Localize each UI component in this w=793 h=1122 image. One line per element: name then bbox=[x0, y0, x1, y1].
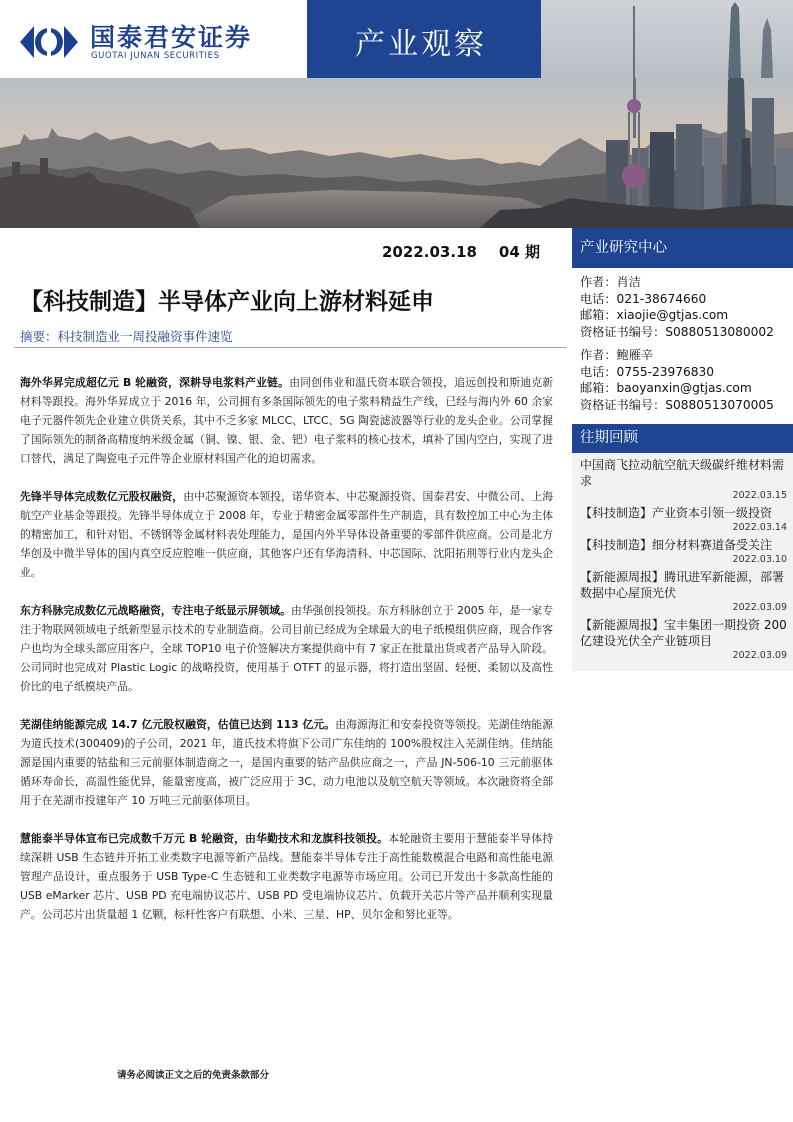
author-list bbox=[572, 268, 793, 424]
paragraph-text: 由海源海汇和安泰投资等领投。芜湖佳纳能源为道氏技术(300409)的子公司，2021 年，道氏技术将旗下公司广东佳纳的 100%股权注入芜湖佳纳。佳纳能源是国内重要的钴盐和三元前驱体制造商之一，是国内重要的钴产品供应商之一，产品 JN-506-10 三元前驱体循环寿命长，高温性能优异，能量密度高，被广泛应用于 3C、动力电池以及航空航天等领域。本次融资将全部用于在芜湖市投建年产 10 万吨三元前驱体项目。 bbox=[20, 718, 554, 807]
history-item[interactable] bbox=[580, 617, 787, 662]
paragraph bbox=[20, 715, 553, 810]
abstract: 摘要：科技制造业一周投融资事件速览 bbox=[20, 329, 233, 344]
history-item[interactable] bbox=[580, 569, 787, 614]
sidebar bbox=[572, 228, 793, 734]
history-item-date: 2022.03.09 bbox=[732, 602, 787, 613]
author-block bbox=[580, 347, 785, 413]
logo-chinese-text: 国泰君安证券 bbox=[90, 23, 253, 52]
history-list bbox=[572, 453, 793, 671]
disclaimer: 请务必阅读正文之后的免责条款部分 bbox=[117, 1070, 270, 1081]
history-item-title[interactable]: 【新能源周报】腾讯进军新能源，部署数据中心屋顶光伏 bbox=[580, 570, 785, 600]
paragraph bbox=[20, 829, 553, 924]
page-title: 【科技制造】半导体产业向上游材料延申 bbox=[20, 289, 434, 315]
paragraph-text: 由中芯聚源资本领投，诺华资本、中芯聚源投资、国泰君安、中微公司、上海航空产业基金等跟投。先锋半导体成立于 2008 年，专业于精密金属零部件生产制造，具有数控加工中心为主体的精密加工，和针对铝、不锈钢等金属材料表处理能力，是国内外半导体设备重要的零部件供应商。公司是北方华创及中微半导体的国内真空反应腔唯一供应商，其他客户还有华海清科、中芯国际、沈阳拓荆等行业内龙头企业。 bbox=[20, 490, 553, 579]
author-name: 作者：肖洁 bbox=[580, 275, 641, 289]
research-center-header: 产业研究中心 bbox=[572, 228, 793, 268]
header-badge bbox=[307, 0, 541, 78]
history-item-date: 2022.03.14 bbox=[732, 522, 787, 533]
issue-line bbox=[382, 241, 562, 262]
logo-english-text: GUOTAI JUNAN SECURITIES bbox=[91, 51, 220, 61]
paragraph-lead: 海外华昇完成超亿元 B 轮融资，深耕导电浆料产业链。 bbox=[20, 376, 290, 389]
paragraph-text: 本轮融资主要用于慧能泰半导体持续深耕 USB 生态链并开拓工业类数字电源等新产品线。慧能泰半导体专注于高性能数模混合电路和高性能电源管理产品设计，重点服务于 USB Type-C 生态链和工业类数字电源等市场应用。公司已开发出十多款高性能的 USB eMarker 芯片、USB PD 充电端协议芯片、USB PD 受电端协议芯片、负载开关芯片等产品并顺利实现量产。公司芯片出货量超 1 亿颗，标杆性客户有联想、小米、三星、HP、贝尔金和努比亚等。 bbox=[20, 832, 553, 921]
paragraph bbox=[20, 487, 553, 582]
history-item-title[interactable]: 【科技制造】产业资本引领一级投资 bbox=[580, 506, 773, 520]
author-cert: 资格证书编号：S0880513080002 bbox=[580, 324, 774, 339]
paragraph-text: 由同创伟业和温氏资本联合领投，追远创投和斯迪克新材料等跟投。海外华昇成立于 2016 年，公司拥有多条国际领先的电子浆料精益生产线，已经与海内外 60 余家电子元器件领先企业建立供货关系，其中不乏多家 MLCC、LTCC、5G 陶瓷滤波器等行业的龙头企业。公司掌握了国际领先的制备高精度纳米级金属（铜、镍、银、金、钯）电子浆料的核心技术，填补了国内空白，实现了进口替代，满足了陶瓷电子元件等企业原材料国产化的迫切需求。 bbox=[20, 376, 554, 465]
author-email[interactable]: 邮箱：baoyanxin@gtjas.com bbox=[580, 381, 752, 395]
guotai-junan-logo-icon bbox=[20, 22, 78, 62]
paragraph-lead: 先锋半导体完成数亿元股权融资， bbox=[20, 490, 184, 503]
history-item-title[interactable]: 【科技制造】细分材料赛道备受关注 bbox=[580, 538, 773, 552]
author-email[interactable]: 邮箱：xiaojie@gtjas.com bbox=[580, 308, 729, 322]
author-name: 作者：鲍雁辛 bbox=[580, 348, 654, 362]
history-item-title[interactable]: 【新能源周报】宝丰集团一期投资 200 亿建设光伏全产业链项目 bbox=[580, 618, 787, 648]
author-phone: 电话：0755-23976830 bbox=[580, 364, 715, 379]
history-header: 往期回顾 bbox=[572, 424, 793, 453]
issue-date: 2022.03.18 bbox=[382, 243, 477, 261]
paragraph bbox=[20, 373, 553, 468]
author-phone: 电话：021-38674660 bbox=[580, 291, 707, 306]
paragraph-text: 由华强创投领投。东方科脉创立于 2005 年，是一家专注于物联网领域电子纸新型显示技术的专业制造商。公司目前已经成为全球最大的电子纸模组供应商，现合作客户也均为全球头部应用客户，全球 TOP10 电子价签解决方案提供商中有 7 家正在批量出货或者产品导入阶段。公司同时也完成对 Plastic Logic 的战略投资，使用基于 OTFT 的显示器，将打造出坚固、轻便、柔韧以及高性价比的电子纸模块产品。 bbox=[20, 604, 553, 693]
history-item-title[interactable]: 中国商飞拉动航空航天级碳纤维材料需求 bbox=[580, 458, 785, 488]
paragraph-lead: 东方科脉完成数亿元战略融资，专注电子纸显示屏领域。 bbox=[20, 604, 291, 617]
history-item[interactable] bbox=[580, 505, 787, 534]
history-item-date: 2022.03.09 bbox=[732, 650, 787, 661]
history-item[interactable] bbox=[580, 457, 787, 502]
history-item[interactable] bbox=[580, 537, 787, 566]
issue-number: 04 期 bbox=[498, 243, 541, 261]
header-badge-text: 产业观察 bbox=[355, 27, 487, 62]
title-divider bbox=[14, 347, 567, 348]
author-cert: 资格证书编号：S0880513070005 bbox=[580, 397, 774, 412]
header-sky-strip bbox=[541, 0, 793, 78]
history-item-date: 2022.03.15 bbox=[732, 490, 787, 501]
logo-area bbox=[0, 0, 307, 78]
paragraph bbox=[20, 601, 553, 696]
history-item-date: 2022.03.10 bbox=[732, 554, 787, 565]
paragraph-lead: 芜湖佳纳能源完成 14.7 亿元股权融资，估值已达到 113 亿元。 bbox=[20, 718, 336, 731]
city-skyline-image bbox=[0, 78, 793, 228]
paragraph-lead: 慧能泰半导体宣布已完成数千万元 B 轮融资，由华勤技术和龙旗科技领投。 bbox=[20, 832, 389, 845]
article-body bbox=[20, 373, 553, 943]
author-block bbox=[580, 274, 785, 340]
